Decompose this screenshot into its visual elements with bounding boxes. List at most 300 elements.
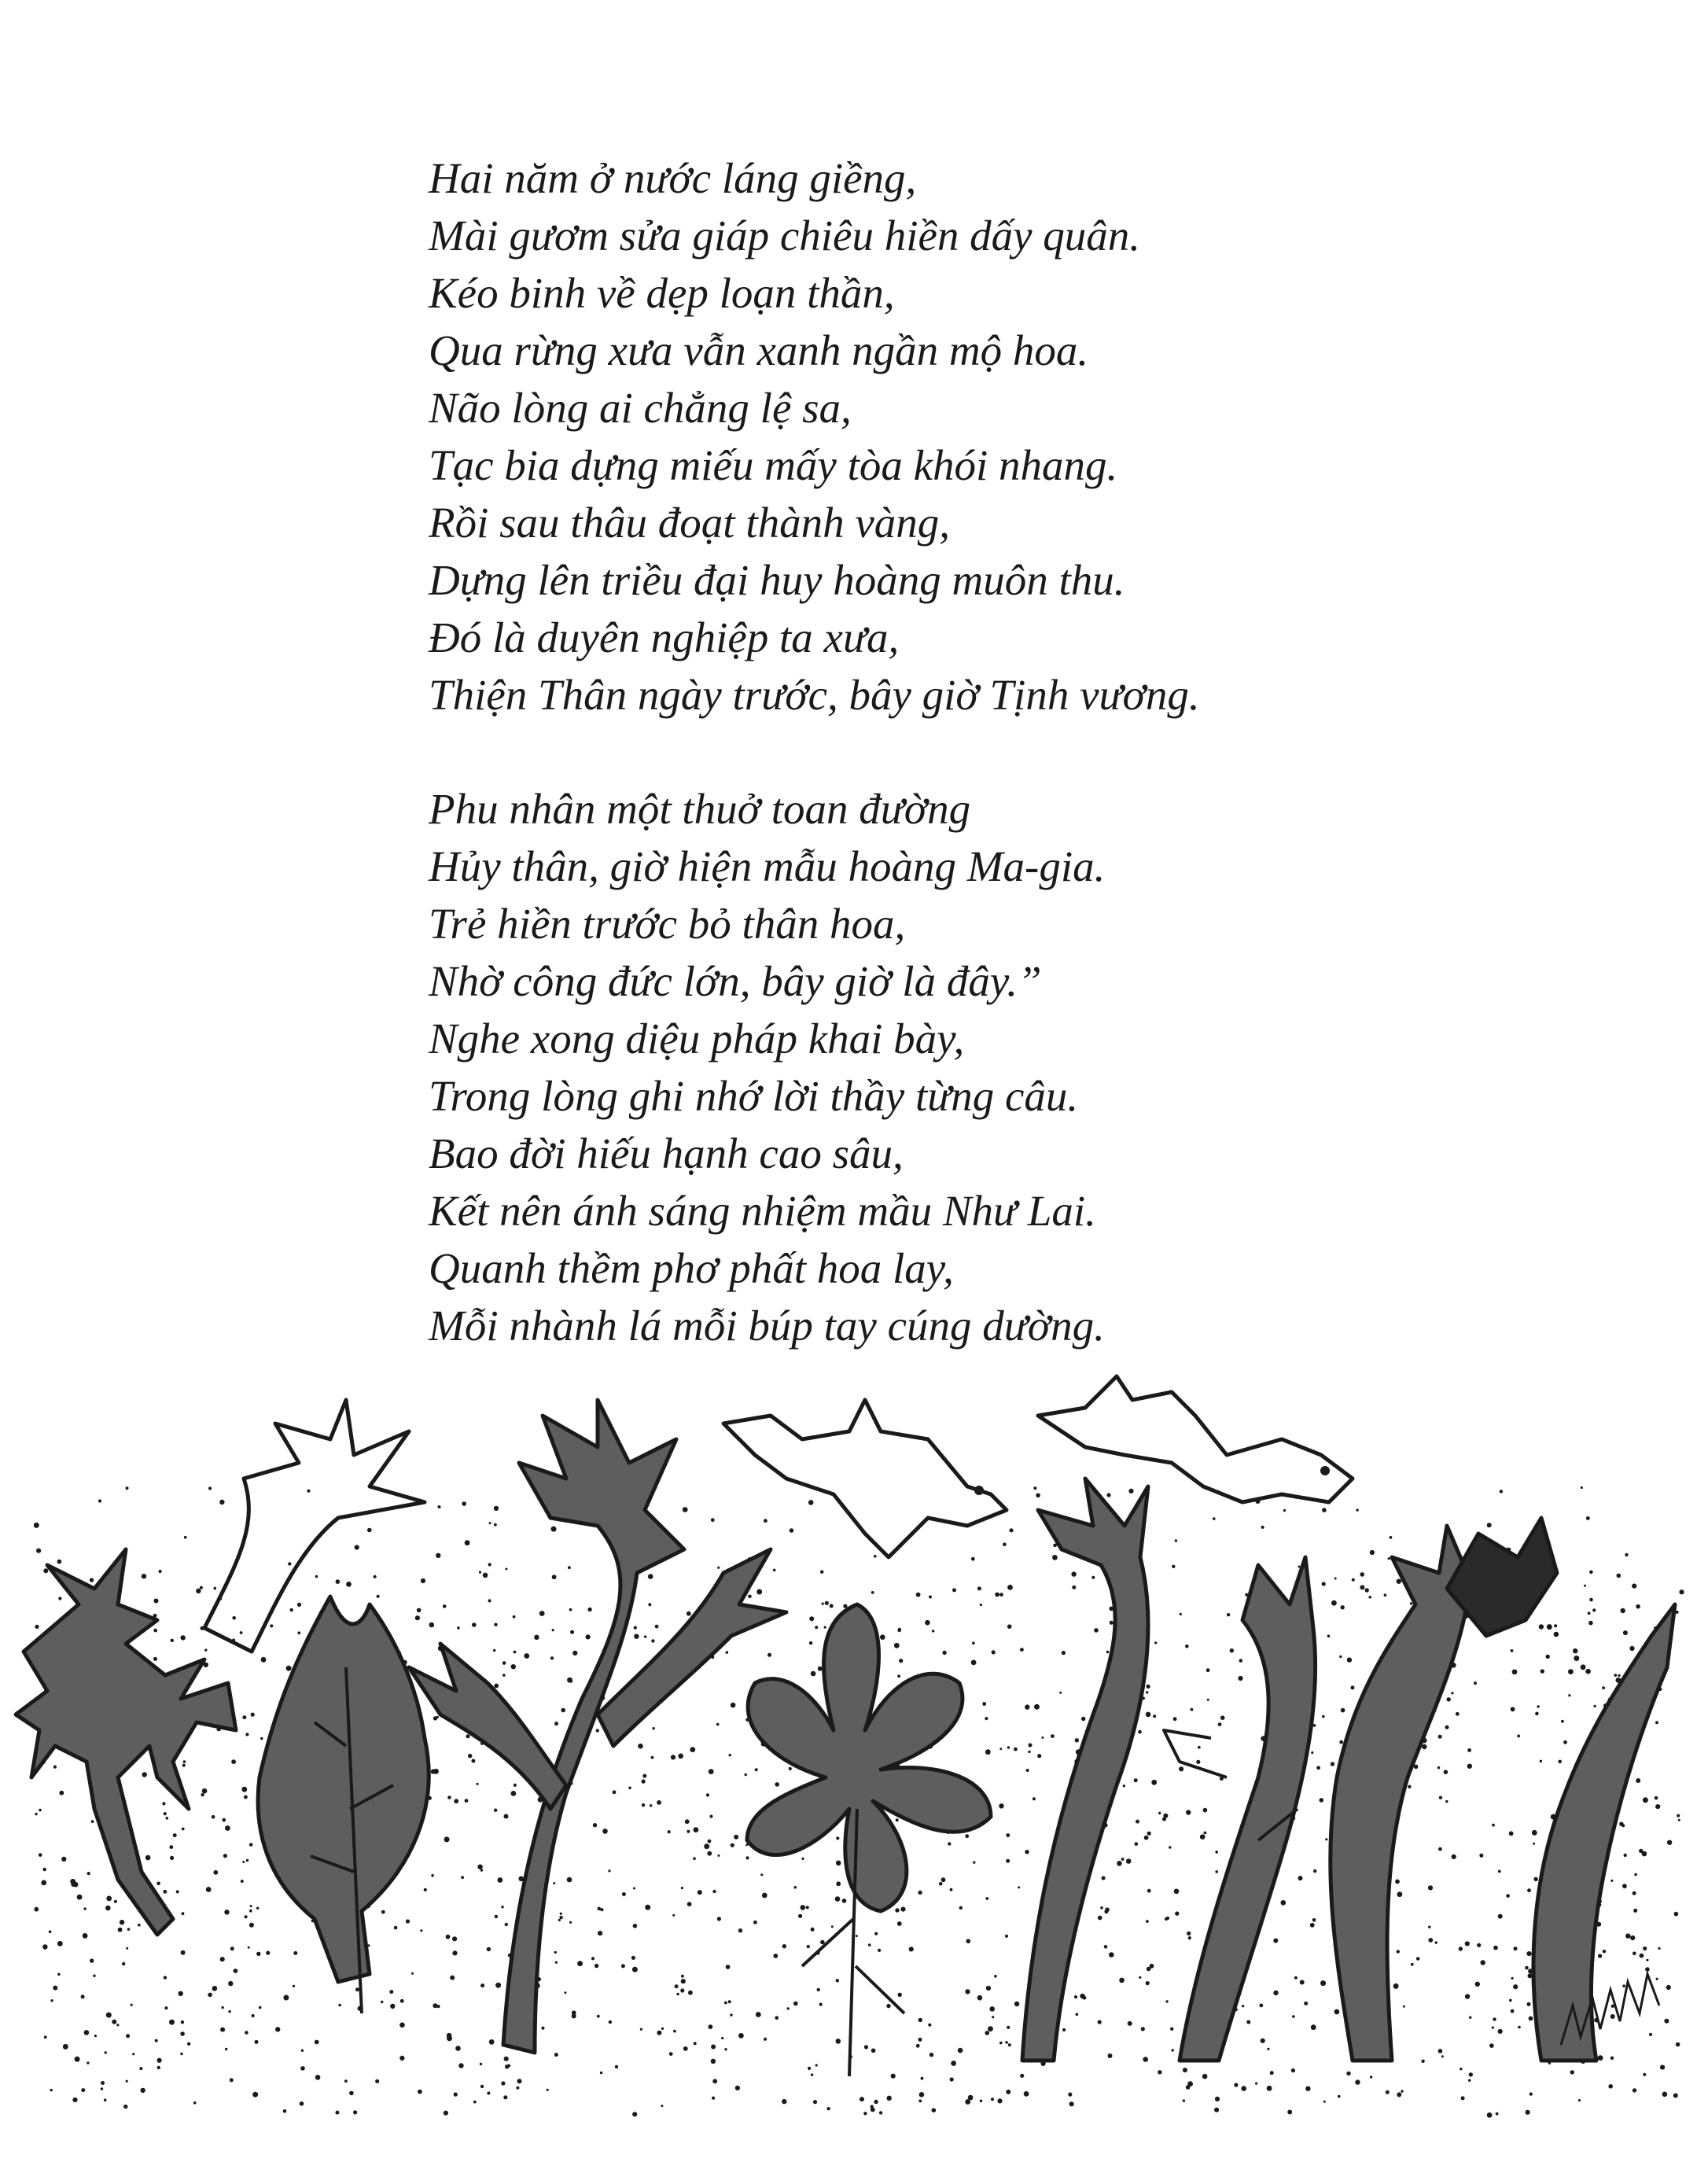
stipple-dot	[39, 1853, 42, 1857]
stipple-dot	[1014, 2002, 1019, 2006]
stipple-dot	[1331, 1762, 1334, 1766]
stipple-dot	[965, 1834, 969, 1838]
poem-line: Nhờ công đức lớn, bây giờ là đây.”	[429, 957, 1042, 1005]
stipple-dot	[72, 2098, 77, 2102]
stipple-dot	[204, 1648, 207, 1651]
stipple-dot	[1273, 1991, 1278, 1995]
stipple-dot	[182, 1912, 185, 1915]
stipple-dot	[843, 1604, 847, 1608]
stipple-dot	[773, 1954, 778, 1958]
stipple-dot	[989, 2006, 995, 2012]
stipple-dot	[1384, 1593, 1387, 1597]
stipple-dot	[415, 1615, 420, 1620]
stipple-dot	[142, 1574, 146, 1578]
stipple-dot	[558, 1919, 561, 1921]
stipple-dot	[986, 1986, 991, 1991]
stipple-dot	[753, 1921, 757, 1924]
stipple-dot	[256, 1907, 259, 1910]
stipple-dot	[1334, 2009, 1340, 2015]
stipple-dot	[1033, 1797, 1036, 1800]
stipple-dot	[131, 2004, 133, 2006]
stipple-dot	[1246, 2020, 1250, 2024]
stipple-dot	[1509, 1831, 1514, 1836]
stipple-dot	[836, 1861, 841, 1866]
stipple-dot	[690, 1747, 695, 1752]
stipple-dot	[1441, 2055, 1444, 2057]
stipple-dot	[1533, 1843, 1535, 1845]
stipple-dot	[561, 1708, 565, 1713]
stipple-dot	[633, 1924, 638, 1928]
stipple-dot	[283, 2109, 287, 2113]
stipple-dot	[708, 1840, 712, 1843]
stipple-dot	[794, 1886, 797, 1889]
stipple-dot	[554, 1951, 557, 1954]
stipple-dot	[1322, 1508, 1327, 1512]
stipple-dot	[244, 1796, 248, 1799]
stipple-dot	[1334, 1578, 1337, 1580]
stipple-dot	[977, 1586, 981, 1590]
stipple-dot	[836, 2039, 841, 2044]
stipple-dot	[344, 2079, 348, 2083]
stipple-dot	[1074, 1995, 1077, 1998]
stipple-dot	[572, 1651, 577, 1656]
stipple-dot	[477, 1783, 479, 1785]
stipple-dot	[1139, 1976, 1141, 1979]
stipple-dot	[297, 1631, 300, 1634]
stipple-dot	[346, 1582, 352, 1587]
stipple-dot	[1618, 1674, 1620, 1677]
stipple-dot	[336, 2111, 340, 2115]
stipple-dot	[1206, 1668, 1210, 1672]
stipple-dot	[1586, 1516, 1590, 1520]
stipple-dot	[1147, 1889, 1151, 1893]
stipple-dot	[1238, 1676, 1242, 1681]
stipple-dot	[493, 1649, 495, 1652]
stipple-dot	[1082, 1996, 1086, 2000]
stipple-dot	[1147, 1967, 1151, 1972]
stipple-dot	[1169, 1846, 1171, 1848]
stipple-dot	[505, 1568, 507, 1571]
stipple-dot	[200, 1586, 203, 1589]
stipple-dot	[836, 1881, 841, 1886]
stipple-dot	[820, 1571, 823, 1574]
stipple-dot	[494, 1623, 497, 1626]
stipple-dot	[972, 1641, 975, 1645]
stipple-dot	[1261, 2039, 1265, 2043]
stipple-dot	[542, 2027, 545, 2030]
stipple-dot	[1041, 1737, 1044, 1739]
stipple-dot	[1468, 2079, 1471, 2082]
stipple-dot	[1024, 2091, 1029, 2097]
stipple-dot	[524, 1653, 529, 1659]
stipple-dot	[251, 1713, 255, 1717]
stipple-dot	[1170, 2028, 1173, 2031]
stipple-dot	[1662, 2092, 1668, 2098]
stipple-dot	[232, 1616, 236, 1620]
stipple-dot	[399, 2056, 404, 2061]
stipple-dot	[338, 2004, 341, 2007]
stipple-dot	[1492, 2027, 1494, 2029]
stipple-dot	[675, 1984, 679, 1988]
stipple-dot	[895, 1908, 899, 1912]
stipple-dot	[1518, 2026, 1521, 2029]
stipple-dot	[1649, 2033, 1652, 2036]
stipple-dot	[1459, 1947, 1463, 1950]
stipple-dot	[731, 1843, 734, 1847]
stipple-dot	[897, 1674, 900, 1678]
stipple-dot	[1134, 1778, 1138, 1782]
stipple-dot	[650, 1804, 652, 1807]
stipple-dot	[1643, 1797, 1648, 1803]
stipple-dot	[1020, 2074, 1024, 2078]
stipple-dot	[830, 1604, 834, 1608]
stipple-dot	[155, 2039, 158, 2042]
stipple-dot	[1104, 1945, 1108, 1949]
stipple-dot	[1602, 1686, 1605, 1689]
stipple-dot	[1327, 1635, 1331, 1638]
stipple-dot	[721, 2037, 723, 2039]
stipple-dot	[1386, 2090, 1390, 2094]
stipple-dot	[874, 1932, 878, 1935]
stipple-dot	[1410, 1602, 1412, 1604]
stipple-dot	[999, 1803, 1003, 1808]
stipple-dot	[182, 1764, 186, 1767]
stipple-dot	[1188, 1936, 1191, 1939]
stipple-dot	[1025, 1850, 1029, 1854]
stipple-dot	[782, 1944, 786, 1948]
stipple-dot	[1461, 2096, 1465, 2100]
stipple-dot	[223, 1854, 227, 1858]
stipple-dot	[126, 1947, 128, 1950]
stipple-dot	[871, 1591, 874, 1594]
stipple-dot	[477, 1865, 482, 1869]
poem-line: Não lòng ai chẳng lệ sa,	[429, 384, 852, 432]
stipple-dot	[1526, 2110, 1530, 2115]
stipple-dot	[1033, 1486, 1036, 1490]
stipple-dot	[59, 1791, 64, 1796]
stipple-dot	[231, 1759, 236, 1764]
stipple-dot	[153, 1629, 157, 1633]
stipple-dot	[1537, 1705, 1539, 1707]
stipple-dot	[932, 1630, 934, 1632]
stipple-dot	[775, 1782, 779, 1787]
stipple-dot	[1179, 1766, 1183, 1771]
stipple-dot	[1310, 1923, 1315, 1928]
stipple-dot	[1322, 1582, 1326, 1586]
stipple-dot	[487, 2092, 490, 2095]
stipple-dot	[738, 2033, 744, 2039]
stipple-dot	[1234, 2083, 1238, 2086]
stipple-dot	[1526, 1951, 1531, 1956]
stipple-dot	[480, 2085, 484, 2088]
stipple-dot	[790, 1528, 794, 1533]
stipple-dot	[1529, 2093, 1533, 2096]
stipple-dot	[755, 1768, 758, 1771]
stipple-dot	[1151, 1780, 1157, 1785]
stipple-dot	[35, 1625, 39, 1629]
stipple-dot	[157, 2066, 160, 2069]
stipple-dot	[929, 1596, 932, 1599]
stipple-dot	[1173, 1717, 1177, 1721]
stipple-dot	[1200, 1834, 1206, 1840]
stipple-dot	[1527, 2002, 1531, 2006]
stipple-dot	[126, 2080, 128, 2083]
stipple-dot	[651, 1756, 654, 1759]
stipple-dot	[57, 1973, 61, 1976]
stipple-dot	[1493, 1946, 1498, 1950]
stipple-dot	[406, 1919, 410, 1923]
stipple-dot	[184, 1536, 187, 1539]
stipple-dot	[811, 1671, 816, 1677]
stipple-dot	[551, 1527, 557, 1532]
stipple-dot	[1633, 1952, 1636, 1956]
stipple-dot	[166, 1817, 169, 1820]
stipple-dot	[501, 1906, 503, 1908]
stipple-dot	[985, 2031, 990, 2035]
stipple-dot	[270, 1624, 273, 1627]
stipple-dot	[652, 1727, 654, 1729]
stipple-dot	[896, 1818, 899, 1821]
stipple-dot	[83, 1933, 88, 1939]
floating-figures	[723, 1376, 1353, 1557]
stipple-dot	[180, 2031, 185, 2036]
stipple-dot	[1655, 1804, 1660, 1809]
stipple-dot	[436, 1716, 439, 1718]
stipple-dot	[288, 1562, 291, 1565]
stipple-dot	[640, 2028, 642, 2031]
stipple-dot	[36, 1549, 41, 1553]
stipple-dot	[153, 1657, 157, 1661]
stipple-dot	[1365, 1588, 1369, 1592]
stipple-dot	[644, 1635, 646, 1637]
stipple-dot	[1018, 1886, 1020, 1888]
stipple-dot	[513, 1615, 516, 1619]
stipple-dot	[836, 1979, 839, 1982]
stipple-dot	[123, 2105, 127, 2109]
stipple-dot	[1006, 1833, 1010, 1837]
stipple-dot	[567, 1877, 572, 1883]
stipple-dot	[880, 1634, 885, 1640]
stipple-dot	[1203, 1808, 1208, 1813]
seaweed-illustration	[0, 1368, 1708, 2162]
stipple-dot	[1465, 1994, 1470, 1998]
stipple-dot	[1643, 2073, 1646, 2076]
stipple-dot	[1076, 2013, 1079, 2017]
stipple-dot	[1186, 1810, 1191, 1814]
poem-line: Phu nhân một thuở toan đường	[429, 785, 971, 833]
stipple-dot	[156, 1882, 160, 1886]
stipple-dot	[717, 1917, 721, 1921]
stipple-dot	[1220, 1715, 1225, 1720]
poem	[429, 149, 1671, 1354]
stipple-dot	[1339, 1656, 1342, 1658]
stipple-dot	[1165, 2000, 1168, 2002]
stipple-dot	[1447, 1697, 1451, 1701]
stipple-dot	[711, 2045, 716, 2050]
stipple-dot	[951, 2061, 956, 2066]
stipple-dot	[1123, 1784, 1125, 1787]
stipple-dot	[980, 1604, 982, 1606]
stipple-dot	[1438, 1847, 1442, 1851]
stipple-dot	[897, 1629, 901, 1633]
stipple-dot	[1677, 1814, 1680, 1818]
stipple-dot	[213, 1870, 218, 1875]
stipple-dot	[1144, 1836, 1149, 1840]
stipple-dot	[1341, 1708, 1345, 1713]
stipple-dot	[642, 1774, 646, 1778]
stipple-dot	[552, 1629, 554, 1631]
stipple-dot	[1215, 1870, 1218, 1873]
stipple-dot	[250, 1905, 252, 1907]
stipple-dot	[1390, 1536, 1393, 1539]
stipple-dot	[815, 2064, 818, 2066]
stipple-dot	[762, 1893, 767, 1899]
stipple-dot	[1163, 1814, 1168, 1818]
stipple-dot	[1146, 1981, 1150, 1985]
stipple-dot	[1498, 1914, 1503, 1919]
stipple-dot	[820, 1940, 825, 1945]
stipple-dot	[597, 2015, 600, 2018]
stipple-dot	[1554, 1632, 1559, 1637]
stipple-dot	[1214, 2108, 1219, 2112]
stipple-dot	[315, 2075, 321, 2080]
stipple-dot	[1634, 1873, 1637, 1877]
stipple-dot	[187, 2042, 190, 2046]
stipple-dot	[181, 2020, 184, 2024]
stipple-dot	[1416, 1957, 1420, 1961]
stipple-dot	[782, 2099, 786, 2104]
stipple-dot	[952, 1588, 956, 1592]
stipple-dot	[1621, 1608, 1625, 1613]
stipple-dot	[1026, 1769, 1029, 1772]
stipple-dot	[921, 2077, 924, 2080]
stipple-dot	[390, 2004, 395, 2009]
stipple-dot	[985, 1717, 988, 1720]
stipple-dot	[1445, 1800, 1448, 1803]
stipple-dot	[1533, 1877, 1537, 1881]
stipple-dot	[1511, 2009, 1515, 2013]
stipple-dot	[591, 1957, 594, 1960]
stipple-dot	[483, 1573, 488, 1578]
stipple-dot	[1467, 1764, 1472, 1769]
stipple-dot	[706, 1793, 709, 1796]
stipple-dot	[554, 2053, 558, 2057]
stipple-dot	[1281, 1900, 1287, 1906]
stipple-dot	[245, 1733, 248, 1736]
stipple-dot	[1158, 2070, 1161, 2074]
stipple-dot	[1322, 1715, 1325, 1718]
stipple-dot	[223, 1818, 226, 1822]
stipple-dot	[81, 1994, 85, 1998]
stipple-dot	[569, 1608, 572, 1611]
stipple-dot	[424, 1888, 427, 1891]
stipple-dot	[807, 1945, 810, 1948]
stipple-dot	[942, 1651, 946, 1655]
stipple-dot	[1051, 1734, 1055, 1738]
stipple-dot	[489, 2039, 495, 2045]
stipple-dot	[712, 2097, 715, 2100]
stipple-dot	[228, 1981, 233, 1986]
stipple-dot	[1445, 1726, 1449, 1729]
stipple-dot	[1007, 1746, 1010, 1748]
stipple-dot	[196, 1589, 201, 1593]
stipple-dot	[1320, 1980, 1326, 1986]
stipple-dot	[1313, 1869, 1316, 1873]
stipple-dot	[831, 1925, 834, 1928]
stipple-dot	[1305, 2086, 1310, 2091]
stipple-dot	[1117, 1861, 1122, 1866]
stipple-dot	[139, 2067, 142, 2070]
stipple-dot	[1356, 1508, 1358, 1511]
stipple-dot	[1574, 1656, 1579, 1661]
stipple-dot	[452, 1950, 457, 1955]
stipple-dot	[1589, 1598, 1593, 1602]
stipple-dot	[245, 2031, 248, 2035]
stipple-dot	[632, 1967, 638, 1972]
stipple-dot	[106, 1896, 112, 1902]
stipple-dot	[745, 1856, 749, 1859]
stipple-dot	[389, 1990, 393, 1994]
stipple-dot	[516, 2086, 519, 2090]
stipple-dot	[1411, 1963, 1414, 1966]
stipple-dot	[1091, 1576, 1095, 1579]
stipple-dot	[457, 1626, 460, 1630]
stipple-dot	[1678, 1819, 1680, 1821]
stipple-dot	[355, 1987, 359, 1991]
stipple-dot	[918, 2038, 922, 2042]
stipple-dot	[1439, 1796, 1442, 1799]
stipple-dot	[431, 1874, 434, 1877]
stipple-dot	[642, 1780, 646, 1784]
stipple-dot	[293, 1951, 297, 1955]
stipple-dot	[212, 1815, 215, 1819]
poem-line: Đó là duyên nghiệp ta xưa,	[429, 613, 900, 661]
stipple-dot	[1298, 1876, 1303, 1880]
stipple-dot	[504, 1814, 509, 1819]
stipple-dot	[1610, 2057, 1614, 2060]
stipple-dot	[173, 1833, 177, 1837]
stipple-dot	[104, 2099, 107, 2102]
stipple-dot	[638, 1744, 643, 1749]
stipple-dot	[687, 1830, 690, 1833]
stipple-dot	[1108, 2053, 1113, 2058]
stipple-dot	[1428, 1885, 1433, 1890]
stipple-dot	[122, 1962, 125, 1965]
stipple-dot	[501, 2081, 505, 2085]
stipple-dot	[600, 2072, 602, 2074]
stipple-dot	[894, 1643, 900, 1648]
stipple-dot	[420, 1929, 422, 1932]
stipple-dot	[283, 1995, 289, 2001]
stipple-dot	[116, 2024, 119, 2026]
stipple-dot	[1034, 1704, 1040, 1710]
stipple-dot	[661, 2028, 664, 2030]
stipple-dot	[1456, 1712, 1460, 1716]
stipple-dot	[164, 1976, 167, 1979]
stipple-dot	[1227, 1613, 1230, 1616]
stipple-dot	[1512, 1670, 1518, 1675]
stipple-dot	[1541, 1669, 1544, 1673]
stipple-dot	[594, 1964, 598, 1968]
stipple-dot	[631, 1956, 635, 1960]
stipple-dot	[511, 1791, 517, 1796]
stipple-dot	[534, 1635, 539, 1640]
stipple-dot	[900, 1907, 905, 1912]
stipple-dot	[1098, 1916, 1102, 1921]
stipple-dot	[1625, 1933, 1630, 1938]
stipple-dot	[1128, 1489, 1133, 1494]
stipple-dot	[1655, 1721, 1658, 1724]
